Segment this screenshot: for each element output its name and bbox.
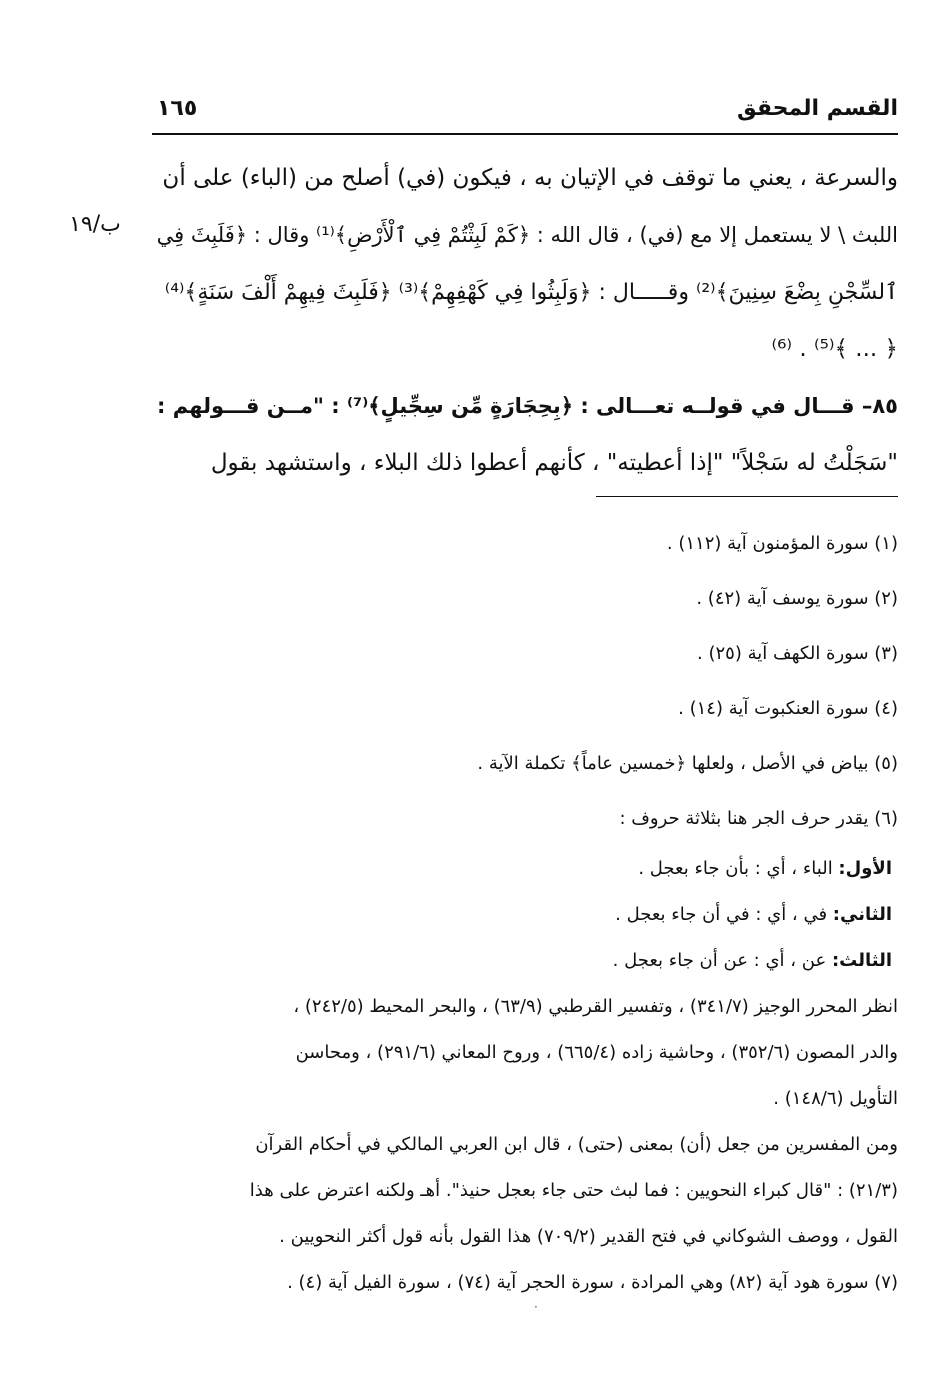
footnote-4: (٤) سورة العنكبوت آية (١٤) . <box>678 698 898 719</box>
main-line-3: ٱلسِّجْنِ بِضْعَ سِنِينَ﴾⁽²⁾ وقـــــال : ﴿وَلَبِثُوا فِي كَهْفِهِمْ﴾⁽³⁾ ﴿فَلَبِثَ فِيهِمْ أَلْفَ سَنَةٍ﴾⁽⁴⁾ <box>164 280 898 305</box>
footnote-6-third <box>152 938 898 984</box>
footnotes-section <box>152 516 898 1306</box>
footnote-6: (٦) يقدر حرف الجر هنا بثلاثة حروف : <box>619 808 898 829</box>
main-line-6: "سَجَلْتُ له سَجْلاً" "إذا أعطيته" ، كأنهم أعطوا ذلك البلاء ، واستشهد بقول <box>210 450 898 476</box>
header-rule <box>152 133 898 135</box>
first-label: الأول: <box>838 858 892 879</box>
footnote-6-ref-2: والدر المصون (٣٥٢/٦) ، وحاشية زاده (٦٦٥/٤) ، وروح المعاني (٢٩١/٦) ، ومحاسن <box>295 1042 898 1063</box>
footnote-6-ref-5: (٢١/٣) : "قال كبراء النحويين : فما لبث حتى جاء بعجل حنيذ". أهـ ولكنه اعترض على هذا <box>249 1180 898 1201</box>
footnote-5: (٥) بياض في الأصل ، ولعلها ﴿خمسين عاماً﴾ تكملة الآية . <box>477 753 898 774</box>
footnote-6-ref-3: التأويل (١٤٨/٦) . <box>773 1088 898 1109</box>
footnote-7: (٧) سورة هود آية (٨٢) وهي المرادة ، سورة الحجر آية (٧٤) ، سورة الفيل آية (٤) . <box>287 1272 898 1293</box>
footnote-1: (١) سورة المؤمنون آية (١١٢) . <box>666 533 898 554</box>
second-text: في ، أي : في أن جاء بعجل . <box>615 904 833 925</box>
footnote-6-ref-6: القول ، ووصف الشوكاني في فتح القدير (٧٠٩/٢) هذا القول بأنه قول أكثر النحويين . <box>279 1226 898 1247</box>
running-header-title: القسم المحقق <box>736 96 898 121</box>
scan-speck: · <box>534 1300 538 1314</box>
footnote-6-second <box>152 892 898 938</box>
footnote-2: (٢) سورة يوسف آية (٤٢) . <box>696 588 898 609</box>
footnote-6-ref-4: ومن المفسرين من جعل (أن) بمعنى (حتى) ، قال ابن العربي المالكي في أحكام القرآن <box>255 1134 898 1155</box>
third-label: الثالث: <box>831 950 892 971</box>
main-line-4: ﴿ ... ﴾⁽⁵⁾ . ⁽⁶⁾ <box>771 336 898 362</box>
footnote-6-first <box>152 846 898 892</box>
main-text-body <box>152 150 898 492</box>
manuscript-folio-note: ب/١٩ <box>69 212 121 237</box>
footnote-3: (٣) سورة الكهف آية (٢٥) . <box>697 643 898 664</box>
third-text: عن ، أي : عن أن جاء بعجل . <box>612 950 832 971</box>
first-text: الباء ، أي : بأن جاء بعجل . <box>638 858 839 879</box>
main-line-5: ٨٥– قـــال في قولــه تعـــالى : ﴿بِحِجَارَةٍ مِّن سِجِّيلٍ﴾⁽⁷⁾ : "مــن قـــولهم : <box>157 394 898 418</box>
main-line-1: والسرعة ، يعني ما توقف في الإتيان به ، فيكون (في) أصلح من (الباء) على أن <box>162 165 898 191</box>
page-number: ١٦٥ <box>157 96 198 121</box>
main-line-2: اللبث \ لا يستعمل إلا مع (في) ، قال الله : ﴿كَمْ لَبِثْتُمْ فِي ٱلْأَرْضِ﴾⁽¹⁾ وقال : ﴿فَلَبِثَ فِي <box>156 223 898 247</box>
second-label: الثاني: <box>832 904 892 925</box>
footnote-separator <box>596 496 898 497</box>
footnote-6-ref-1: انظر المحرر الوجيز (٣٤١/٧) ، وتفسير القرطبي (٦٣/٩) ، والبحر المحيط (٢٤٢/٥) ، <box>293 996 898 1017</box>
